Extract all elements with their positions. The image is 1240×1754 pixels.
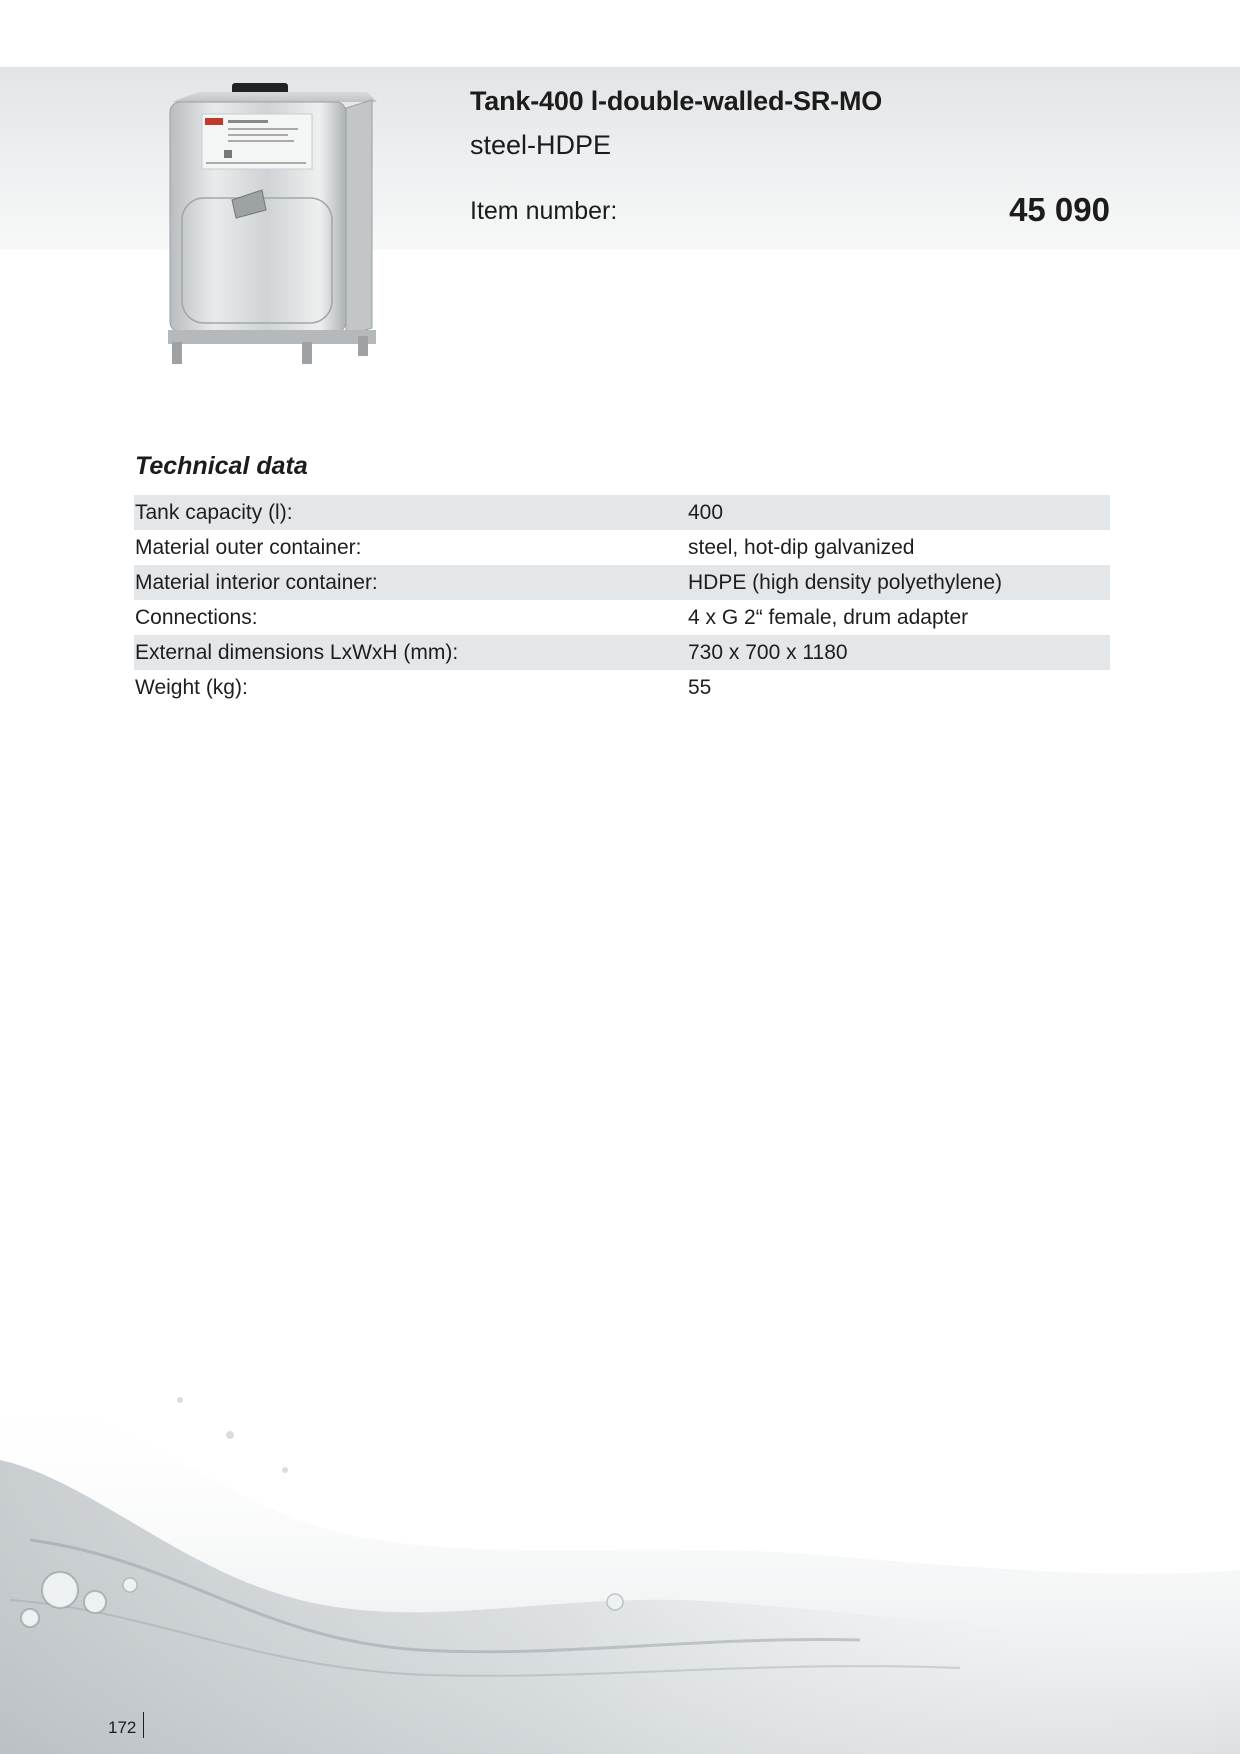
product-subtitle: steel-HDPE xyxy=(470,130,612,160)
spec-label: External dimensions LxWxH (mm): xyxy=(135,640,459,664)
spec-label: Material outer container: xyxy=(135,535,362,559)
spec-label: Tank capacity (l): xyxy=(135,500,293,524)
spec-row xyxy=(134,495,1110,530)
spec-row xyxy=(134,565,1110,600)
spec-row xyxy=(134,670,1110,705)
item-number-value: 45 090 xyxy=(1009,191,1110,228)
spec-row xyxy=(134,635,1110,670)
water-splash-decoration xyxy=(0,1340,1240,1754)
spec-row xyxy=(134,600,1110,635)
spec-value: steel, hot-dip galvanized xyxy=(688,535,915,559)
spec-label: Connections: xyxy=(135,605,258,629)
product-title: Tank-400 l-double-walled-SR-MO xyxy=(470,86,883,116)
spec-value: HDPE (high density polyethylene) xyxy=(688,570,1002,594)
spec-row xyxy=(134,530,1110,565)
spec-value: 400 xyxy=(688,500,724,524)
spec-value: 55 xyxy=(688,675,712,699)
page-number-divider xyxy=(143,1712,144,1738)
spec-value: 730 x 700 x 1180 xyxy=(688,640,848,664)
technical-data-heading: Technical data xyxy=(135,452,308,480)
item-number-label: Item number: xyxy=(470,197,618,225)
spec-label: Weight (kg): xyxy=(135,675,248,699)
spec-value: 4 x G 2“ female, drum adapter xyxy=(688,605,969,629)
product-image xyxy=(162,78,392,396)
spec-label: Material interior container: xyxy=(135,570,378,594)
technical-data-table xyxy=(134,495,1110,705)
page-number: 172 xyxy=(108,1718,137,1737)
